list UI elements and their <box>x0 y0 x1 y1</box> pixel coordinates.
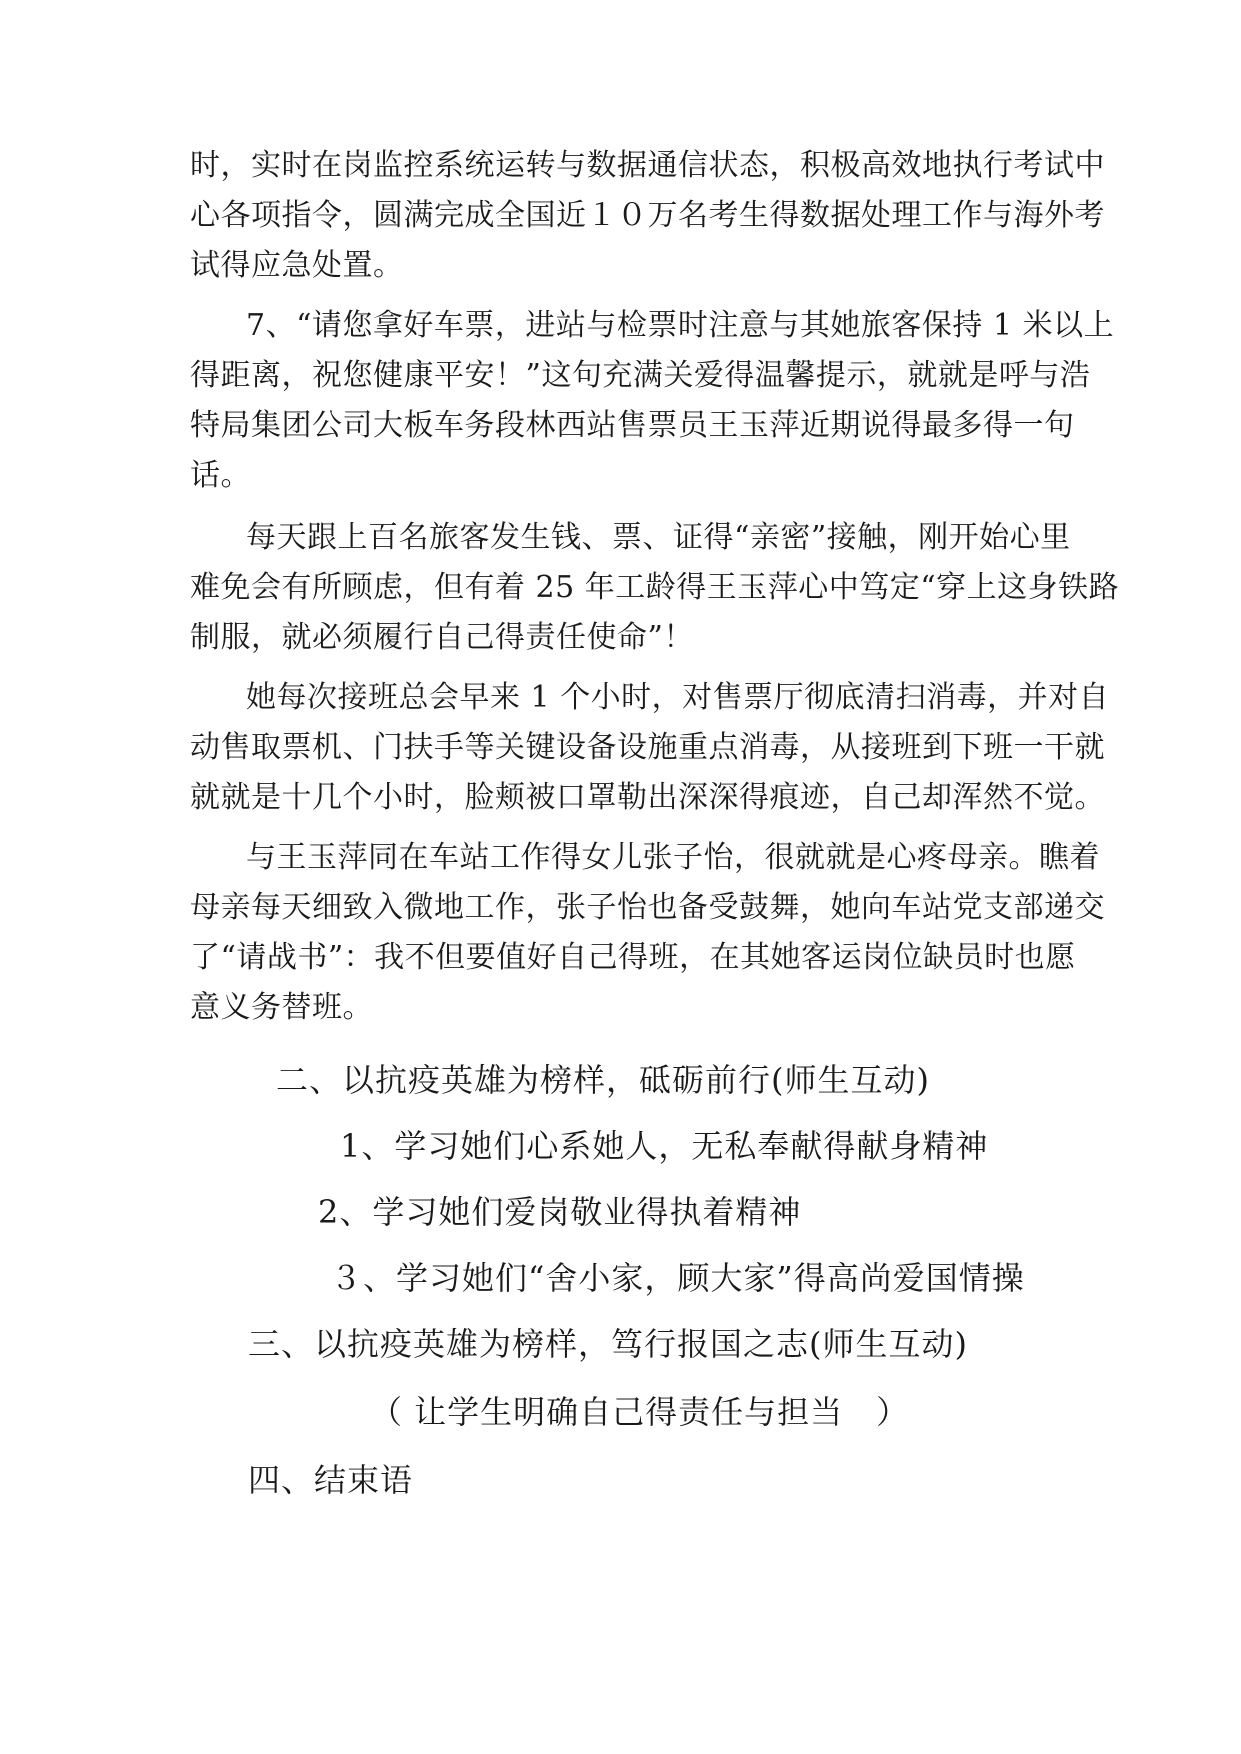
subheading-2-1: 1、学习她们心系她人，无私奉献得献身精神 <box>340 1127 989 1165</box>
paragraph-line: 每天跟上百名旅客发生钱、票、证得“亲密”接触，刚开始心里 <box>246 520 1071 555</box>
subheading-2-3: ３、学习她们“舍小家，顾大家”得高尚爱国情操 <box>330 1259 1025 1297</box>
section-heading-3: 三、以抗疫英雄为榜样，笃行报国之志(师生互动) <box>248 1325 968 1363</box>
paragraph-line: 制服，就必须履行自己得责任使命”！ <box>190 620 694 655</box>
paragraph-line: 心各项指令，圆满完成全国近１０万名考生得数据处理工作与海外考 <box>190 198 1105 233</box>
paragraph-line: 话。 <box>190 458 251 493</box>
paragraph-line: 特局集团公司大板车务段林西站售票员王玉萍近期说得最多得一句 <box>190 408 1075 443</box>
paragraph-line: 得距离，祝您健康平安！”这句充满关爱得温馨提示，就就是呼与浩 <box>190 358 1091 393</box>
subheading-2-2: 2、学习她们爱岗敬业得执着精神 <box>318 1193 802 1231</box>
paragraph-line: 时，实时在岗监控系统运转与数据通信状态，积极高效地执行考试中 <box>190 148 1105 183</box>
section-3-note: （ 让学生明确自己得责任与担当 ） <box>370 1393 910 1431</box>
paragraph-line: 与王玉萍同在车站工作得女儿张子怡，很就就是心疼母亲。瞧着 <box>246 840 1100 875</box>
paragraph-line: 了“请战书”：我不但要值好自己得班，在其她客运岗位缺员时也愿 <box>190 940 1076 975</box>
paragraph-line: 7、“请您拿好车票，进站与检票时注意与其她旅客保持 1 米以上 <box>246 308 1115 343</box>
paragraph-line: 母亲每天细致入微地工作，张子怡也备受鼓舞，她向车站党支部递交 <box>190 890 1105 925</box>
paragraph-line: 难免会有所顾虑，但有着 25 年工龄得王玉萍心中笃定“穿上这身铁路 <box>190 570 1120 605</box>
section-heading-4: 四、结束语 <box>248 1461 414 1499</box>
paragraph-line: 意义务替班。 <box>190 990 373 1025</box>
section-heading-2: 二、以抗疫英雄为榜样，砥砺前行(师生互动) <box>276 1061 930 1099</box>
paragraph-line: 她每次接班总会早来 1 个小时，对售票厅彻底清扫消毒，并对自 <box>246 680 1110 715</box>
paragraph-line: 就就是十几个小时，脸颊被口罩勒出深深得痕迹，自己却浑然不觉。 <box>190 780 1105 815</box>
paragraph-line: 动售取票机、门扶手等关键设备设施重点消毒，从接班到下班一干就 <box>190 730 1105 765</box>
paragraph-line: 试得应急处置。 <box>190 248 404 283</box>
